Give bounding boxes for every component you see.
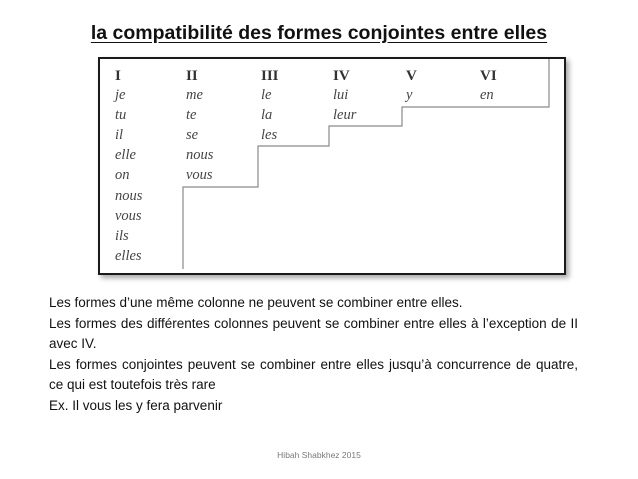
pronoun-cell: vous	[186, 167, 213, 183]
pronoun-cell: en	[480, 87, 494, 103]
pronoun-table	[98, 57, 566, 275]
staircase-divider	[100, 59, 564, 273]
pronoun-cell: la	[261, 107, 273, 123]
column-header-i: I	[115, 68, 121, 84]
pronoun-cell: elle	[115, 147, 136, 163]
pronoun-cell: lui	[333, 87, 349, 103]
column-header-iv: IV	[333, 68, 350, 84]
slide-title: la compatibilité des formes conjointes entre elles	[90, 22, 548, 44]
pronoun-cell: les	[261, 127, 278, 143]
pronoun-cell: le	[261, 87, 272, 103]
column-header-ii: II	[186, 68, 198, 84]
pronoun-cell: te	[186, 107, 197, 123]
rule-paragraph: Les formes des différentes colonnes peuvent se combiner entre elles à l’exception de II avec IV.	[49, 315, 578, 351]
pronoun-cell: nous	[115, 188, 143, 204]
pronoun-cell: je	[115, 87, 126, 103]
pronoun-cell: nous	[186, 147, 214, 163]
pronoun-cell: vous	[115, 208, 142, 224]
pronoun-cell: elles	[115, 248, 142, 264]
explanation-text	[49, 293, 578, 416]
rule-paragraph: Les formes conjointes peuvent se combiner entre elles jusqu’à concurrence de quatre, ce qui est toutefois très rare	[49, 356, 578, 392]
column-header-v: V	[406, 68, 417, 84]
rule-paragraph: Les formes d’une même colonne ne peuvent se combiner entre elles.	[49, 295, 463, 310]
pronoun-cell: leur	[333, 107, 357, 123]
pronoun-cell: il	[115, 127, 124, 143]
column-header-vi: VI	[480, 68, 497, 84]
pronoun-cell: tu	[115, 107, 127, 123]
pronoun-cell: se	[186, 127, 199, 143]
column-header-iii: III	[261, 68, 279, 84]
example-paragraph: Ex. Il vous les y fera parvenir	[49, 397, 223, 413]
pronoun-cell: ils	[115, 228, 129, 244]
pronoun-cell: on	[115, 167, 130, 183]
pronoun-cell: y	[406, 87, 413, 103]
pronoun-cell: me	[186, 87, 203, 103]
footer-credit: Hibah Shabkhez 2015	[277, 450, 361, 460]
